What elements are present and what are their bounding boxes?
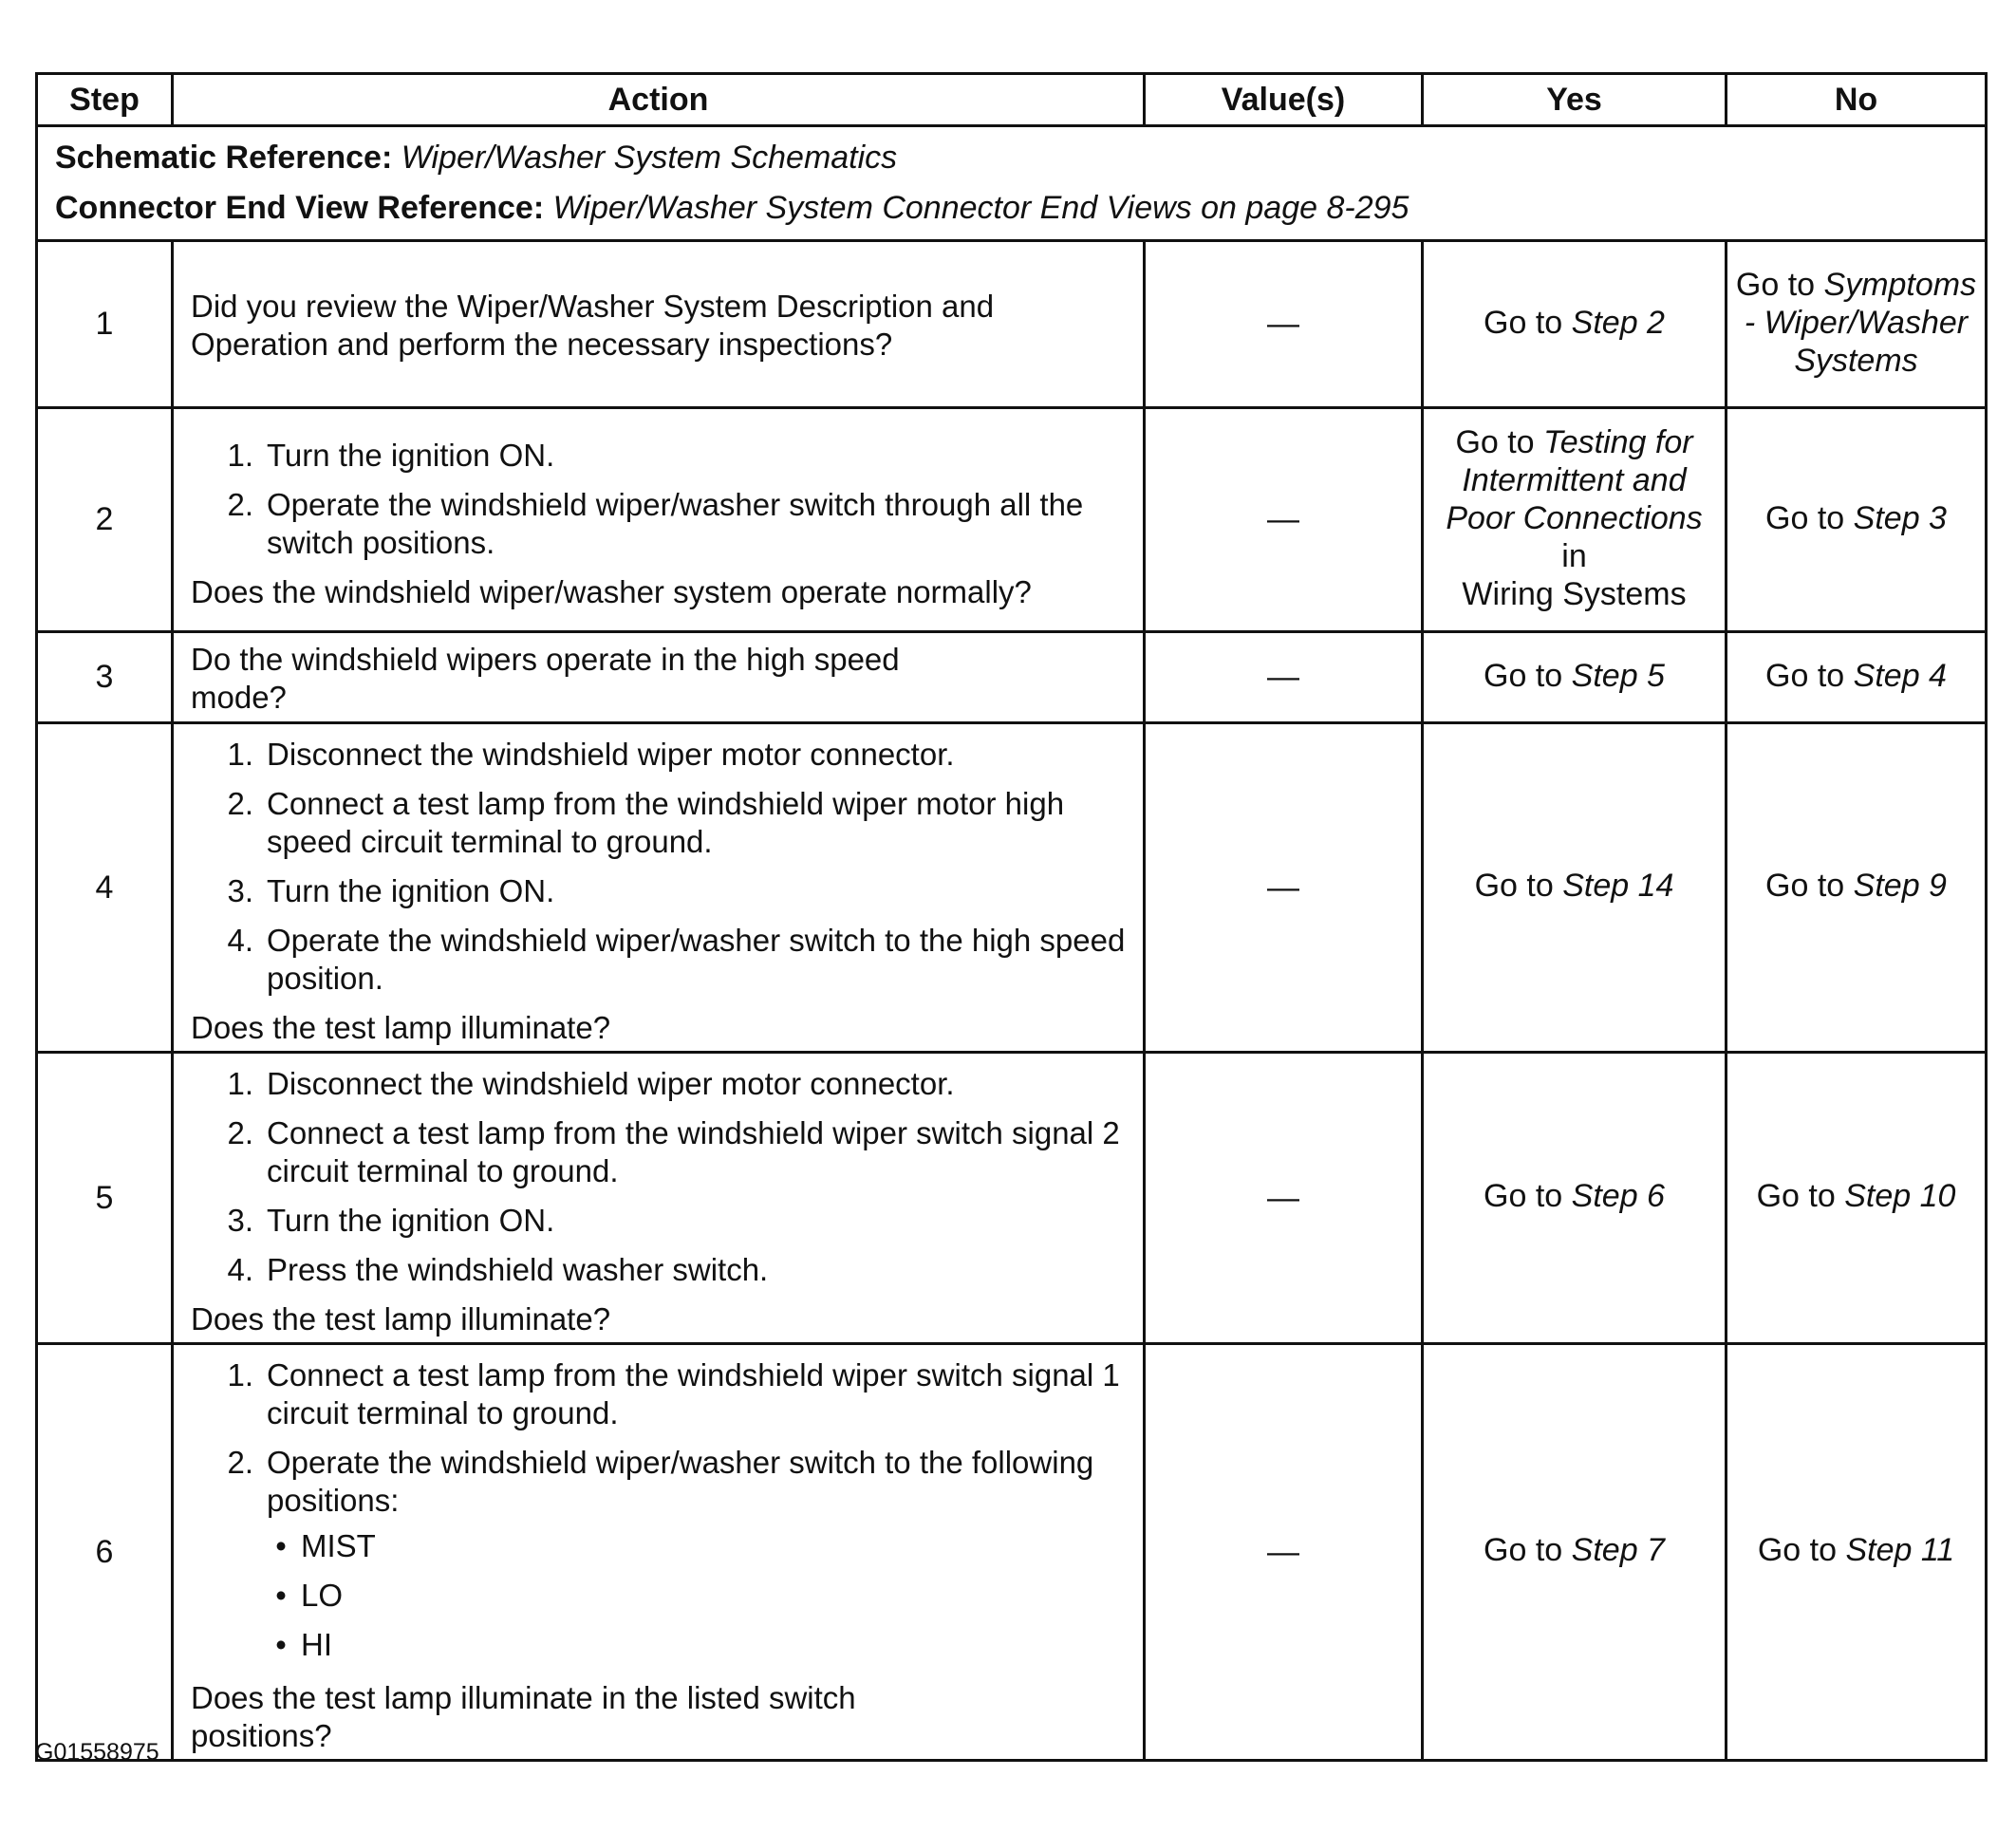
no-cell xyxy=(1727,241,1987,408)
bullet-text: MIST xyxy=(301,1528,376,1563)
step-number: 1 xyxy=(37,241,173,408)
list-item-text-main: Operate the windshield wiper/washer switch to the following positions: xyxy=(267,1445,1094,1518)
connector-reference-text: Wiper/Washer System Connector End Views on page 8-295 xyxy=(552,190,1409,226)
list-item xyxy=(191,1065,1128,1103)
no-target: Step 3 xyxy=(1853,499,1947,536)
step-number: 2 xyxy=(37,408,173,632)
header-row xyxy=(37,74,1987,126)
list-item-text: Connect a test lamp from the windshield wiper switch signal 2 circuit terminal to ground. xyxy=(267,1115,1120,1188)
value-cell: — xyxy=(1145,1053,1423,1344)
list-item xyxy=(191,437,1128,475)
list-item xyxy=(191,872,1128,910)
action-cell xyxy=(173,1053,1145,1344)
figure-id: G01558975 xyxy=(35,1739,159,1766)
action-cell xyxy=(173,723,1145,1053)
list-item xyxy=(191,1202,1128,1240)
schematic-reference-label: Schematic Reference: xyxy=(55,140,393,176)
yes-target: Step 7 xyxy=(1571,1532,1665,1568)
action-cell xyxy=(173,408,1145,632)
action-cell xyxy=(173,241,1145,408)
bullet-text: HI xyxy=(301,1627,332,1662)
no-cell xyxy=(1727,408,1987,632)
bullet-dot: • xyxy=(275,1528,287,1563)
question-text: Do the windshield wipers operate in the high speed mode? xyxy=(191,641,900,715)
question-text: Does the windshield wiper/washer system operate normally? xyxy=(191,573,1032,609)
value-cell: — xyxy=(1145,1344,1423,1761)
yes-cell xyxy=(1423,723,1727,1053)
go-to-label: Go to xyxy=(1765,657,1845,694)
list-item-text: Disconnect the windshield wiper motor connector. xyxy=(267,737,955,772)
list-item xyxy=(191,922,1128,998)
step-number: 6 xyxy=(37,1344,173,1761)
value-cell: — xyxy=(1145,241,1423,408)
table-row-step-2 xyxy=(37,408,1987,632)
bullet-dot: • xyxy=(275,1627,287,1662)
go-to-label: Go to xyxy=(1765,868,1845,904)
list-item-number: 2. xyxy=(227,486,253,522)
list-item xyxy=(191,785,1128,861)
list-item-number: 1. xyxy=(227,437,253,473)
list-item-text: Turn the ignition ON. xyxy=(267,873,555,908)
list-item-text xyxy=(267,1444,1128,1675)
bullet-item xyxy=(267,1577,1128,1615)
header-no: No xyxy=(1727,74,1987,126)
header-step: Step xyxy=(37,74,173,126)
yes-cell xyxy=(1423,1053,1727,1344)
yes-target: Step 14 xyxy=(1562,868,1674,904)
no-target: Step 11 xyxy=(1845,1532,1955,1568)
action-steps-list xyxy=(191,1356,1128,1675)
list-item-text: Press the windshield washer switch. xyxy=(267,1252,769,1287)
question-text: Does the test lamp illuminate? xyxy=(191,1010,611,1045)
reference-cell xyxy=(37,126,1987,241)
go-to-label: Go to xyxy=(1455,423,1535,460)
yes-cell xyxy=(1423,1344,1727,1761)
question-text: Did you review the Wiper/Washer System Description and Operation and perform the necessary inspections? xyxy=(191,288,995,362)
list-item xyxy=(191,1251,1128,1289)
list-item-text: Turn the ignition ON. xyxy=(267,437,555,473)
list-item xyxy=(191,736,1128,774)
table-row-step-3 xyxy=(37,632,1987,723)
go-to-label: Go to xyxy=(1735,266,1816,303)
go-to-label: Go to xyxy=(1484,1178,1563,1214)
step-number: 4 xyxy=(37,723,173,1053)
list-item xyxy=(191,1114,1128,1190)
list-item-text: Operate the windshield wiper/washer switch through all the switch positions. xyxy=(267,486,1084,560)
list-item-number: 4. xyxy=(227,923,253,958)
list-item-number: 1. xyxy=(227,1357,253,1393)
action-steps-list xyxy=(191,1065,1128,1289)
no-cell xyxy=(1727,1053,1987,1344)
step-number: 5 xyxy=(37,1053,173,1344)
diagnostic-table-container xyxy=(35,72,1985,1762)
list-item-number: 1. xyxy=(227,1066,253,1101)
no-target: Step 10 xyxy=(1844,1178,1956,1214)
table-row-step-5 xyxy=(37,1053,1987,1344)
go-to-label: Go to xyxy=(1765,499,1845,536)
switch-positions-list xyxy=(267,1527,1128,1664)
no-cell xyxy=(1727,723,1987,1053)
list-item-text: Operate the windshield wiper/washer switch to the high speed position. xyxy=(267,923,1126,996)
yes-target-in: in xyxy=(1561,537,1587,574)
value-cell: — xyxy=(1145,408,1423,632)
reference-row xyxy=(37,126,1987,241)
connector-reference xyxy=(55,183,1968,234)
list-item-number: 4. xyxy=(227,1252,253,1287)
schematic-reference-text: Wiper/Washer System Schematics xyxy=(401,140,898,176)
no-cell xyxy=(1727,1344,1987,1761)
list-item-text: Turn the ignition ON. xyxy=(267,1203,555,1238)
go-to-label: Go to xyxy=(1484,1532,1563,1568)
go-to-label: Go to xyxy=(1474,868,1554,904)
bullet-item xyxy=(267,1626,1128,1664)
header-yes: Yes xyxy=(1423,74,1727,126)
yes-target: Step 5 xyxy=(1571,657,1665,694)
list-item-number: 2. xyxy=(227,1115,253,1150)
yes-target: Testing for Intermittent and Poor Connections xyxy=(1446,423,1703,536)
go-to-label: Go to xyxy=(1484,304,1563,341)
go-to-label: Go to xyxy=(1756,1178,1836,1214)
bullet-item xyxy=(267,1527,1128,1565)
yes-cell xyxy=(1423,632,1727,723)
no-cell xyxy=(1727,632,1987,723)
table-row-step-1 xyxy=(37,241,1987,408)
step-number: 3 xyxy=(37,632,173,723)
bullet-dot: • xyxy=(275,1578,287,1613)
list-item xyxy=(191,1356,1128,1432)
list-item-number: 2. xyxy=(227,786,253,821)
no-target: Symptoms - Wiper/Washer Systems xyxy=(1744,266,1977,379)
table-row-step-4 xyxy=(37,723,1987,1053)
yes-cell xyxy=(1423,241,1727,408)
action-steps-list xyxy=(191,736,1128,998)
yes-target: Step 2 xyxy=(1571,304,1665,341)
diagnostic-table xyxy=(35,72,1988,1762)
yes-target-section: Wiring Systems xyxy=(1462,575,1687,612)
connector-reference-label: Connector End View Reference: xyxy=(55,190,545,226)
no-target: Step 9 xyxy=(1853,868,1947,904)
action-cell xyxy=(173,632,1145,723)
schematic-reference xyxy=(55,133,1968,183)
header-values: Value(s) xyxy=(1145,74,1423,126)
list-item xyxy=(191,486,1128,562)
list-item xyxy=(191,1444,1128,1675)
list-item-text: Disconnect the windshield wiper motor connector. xyxy=(267,1066,955,1101)
bullet-text: LO xyxy=(301,1578,344,1613)
list-item-number: 3. xyxy=(227,1203,253,1238)
value-cell: — xyxy=(1145,723,1423,1053)
yes-target: Step 6 xyxy=(1571,1178,1665,1214)
value-cell: — xyxy=(1145,632,1423,723)
action-cell xyxy=(173,1344,1145,1761)
question-text: Does the test lamp illuminate? xyxy=(191,1301,611,1337)
list-item-number: 2. xyxy=(227,1445,253,1480)
list-item-text: Connect a test lamp from the windshield wiper motor high speed circuit terminal to ground. xyxy=(267,786,1065,859)
go-to-label: Go to xyxy=(1757,1532,1838,1568)
question-text: Does the test lamp illuminate in the listed switch positions? xyxy=(191,1680,856,1753)
list-item-text: Connect a test lamp from the windshield wiper switch signal 1 circuit terminal to ground. xyxy=(267,1357,1120,1430)
go-to-label: Go to xyxy=(1484,657,1563,694)
yes-cell xyxy=(1423,408,1727,632)
no-target: Step 4 xyxy=(1853,657,1947,694)
header-action: Action xyxy=(173,74,1145,126)
list-item-number: 1. xyxy=(227,737,253,772)
table-row-step-6 xyxy=(37,1344,1987,1761)
list-item-number: 3. xyxy=(227,873,253,908)
action-steps-list xyxy=(191,437,1128,562)
